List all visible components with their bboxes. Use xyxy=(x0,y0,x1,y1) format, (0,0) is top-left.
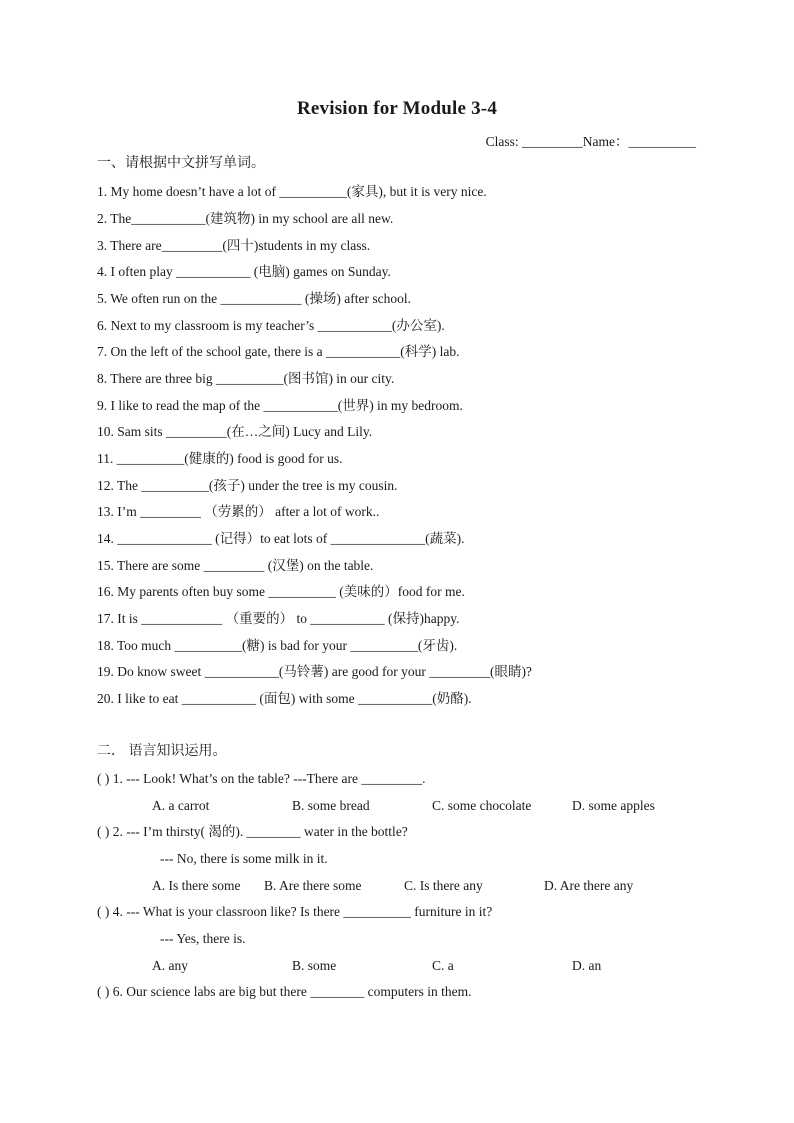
question-line: 3. There are_________(四十)students in my class. xyxy=(97,238,371,253)
question-line: 14. ______________ (记得）to eat lots of ______________(蔬菜). xyxy=(97,531,465,546)
class-name-line: Class: _________Name：__________ xyxy=(485,134,696,149)
mc-option: C. some chocolate xyxy=(432,798,532,813)
mc-option: D. an xyxy=(572,958,602,973)
question-line: 1. My home doesn’t have a lot of __________(家具), but it is very nice. xyxy=(97,184,487,199)
mc-question-stem: ( ) 6. Our science labs are big but there ________ computers in them. xyxy=(97,984,472,999)
mc-option: D. Are there any xyxy=(544,878,634,893)
mc-option: A. any xyxy=(152,958,188,973)
mc-option: D. some apples xyxy=(572,798,655,813)
question-line: 18. Too much __________(糖) is bad for your __________(牙齿). xyxy=(97,638,458,653)
mc-question-stem: ( ) 4. --- What is your classroon like? Is there __________ furniture in it? xyxy=(97,904,493,919)
question-line: 19. Do know sweet ___________(马铃薯) are good for your _________(眼睛)? xyxy=(97,664,532,679)
mc-reply: --- Yes, there is. xyxy=(160,931,246,946)
mc-option: A. a carrot xyxy=(152,798,210,813)
question-line: 20. I like to eat ___________ (面包) with some ___________(奶酪). xyxy=(97,691,472,706)
question-line: 10. Sam sits _________(在…之间) Lucy and Lily. xyxy=(97,424,373,439)
mc-question-stem: ( ) 1. --- Look! What’s on the table? ---There are _________. xyxy=(97,771,426,786)
question-line: 16. My parents often buy some __________ (美味的）food for me. xyxy=(97,584,465,599)
mc-option: B. some bread xyxy=(292,798,370,813)
question-line: 6. Next to my classroom is my teacher’s ___________(办公室). xyxy=(97,318,445,333)
mc-option: C. Is there any xyxy=(404,878,483,893)
mc-option: B. some xyxy=(292,958,337,973)
question-line: 4. I often play ___________ (电脑) games on Sunday. xyxy=(97,264,391,279)
mc-option: B. Are there some xyxy=(264,878,362,893)
question-line: 11. __________(健康的) food is good for us. xyxy=(97,451,343,466)
question-line: 7. On the left of the school gate, there is a ___________(科学) lab. xyxy=(97,344,460,359)
mc-option: C. a xyxy=(432,958,454,973)
question-line: 17. It is ____________ （重要的） to ___________ (保持)happy. xyxy=(97,611,460,626)
mc-option: A. Is there some xyxy=(152,878,241,893)
question-line: 2. The___________(建筑物) in my school are all new. xyxy=(97,211,394,226)
question-line: 15. There are some _________ (汉堡) on the table. xyxy=(97,558,374,573)
question-line: 12. The __________(孩子) under the tree is my cousin. xyxy=(97,478,398,493)
page-title: Revision for Module 3-4 xyxy=(296,98,498,119)
question-line: 5. We often run on the ____________ (操场) after school. xyxy=(97,291,411,306)
question-line: 9. I like to read the map of the ___________(世界) in my bedroom. xyxy=(97,398,463,413)
section1-heading: 一、请根据中文拼写单词。 xyxy=(97,156,265,171)
question-line: 8. There are three big __________(图书馆) in our city. xyxy=(97,371,395,386)
section2-heading: 二． 语言知识运用。 xyxy=(97,744,227,759)
mc-question-stem: ( ) 2. --- I’m thirsty( 渴的). ________ water in the bottle? xyxy=(97,824,408,839)
question-line: 13. I’m _________ （劳累的） after a lot of work.. xyxy=(97,504,380,519)
mc-reply: --- No, there is some milk in it. xyxy=(160,851,328,866)
